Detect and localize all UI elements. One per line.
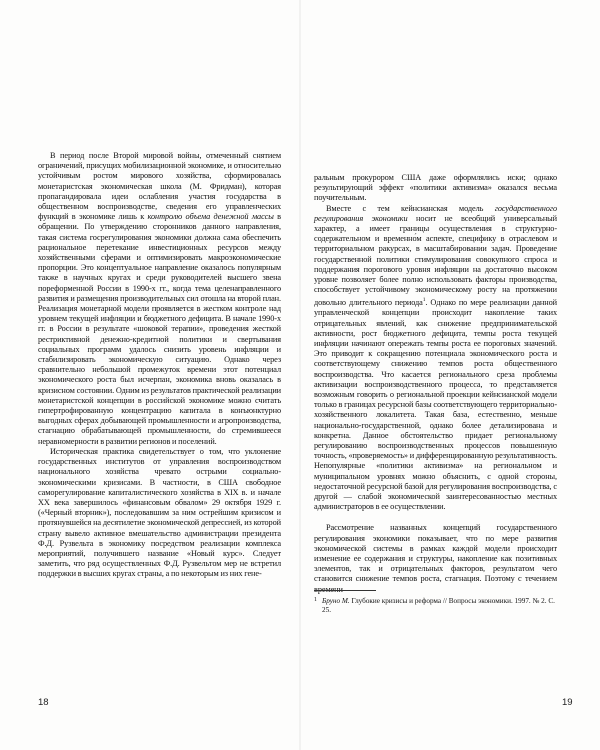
text-segment: ральным прокурором США даже оформлялись иски; однако результирующий эффект «политики активизма» оказался весьма поучительным. bbox=[314, 173, 557, 203]
text-segment: Историческая практика свидетельствует о том, что уклонение государственных институтов от управления воспроизводством национального хозяйства чревато острыми социально-экономическими кризисами. В частности, в США свободное саморегулирование капиталистического хозяйства в XIX в. и начале XX века завершилось «финансовым обвалом» 29 октября 1929 г. («Черный вторник»), последовавшим за ним острейшим кризисом и протянувшейся на десятилетие экономической депрессией, из которой страну вывело активное вмешательство администрации президента Ф.Д. Рузвельта в экономику посредством реализации комплекса мероприятий, получившего название «Новый курс». Следует заметить, что ряд осуществленных Ф.Д. Рузвельтом мер не встретил поддержки в высших кругах страны, а по некоторым из них гене- bbox=[38, 446, 281, 579]
text-segment: Вместе с тем кейнсианская модель bbox=[326, 203, 495, 213]
footnote-text: Глубокие кризисы и реформа // Вопросы экономики. 1997. № 2. С. 25. bbox=[322, 597, 555, 614]
right-text-column bbox=[314, 173, 557, 595]
text-segment: Рассмотрение названных концепций государственного регулирования экономики показывает, что по мере развития экономической системы в рамках каждой модели происходит изменение ее содержания и структуры, накопление как позитивных элементов, так и отрицательных факторов, результатом чего становится снижение темпов роста, стагнация. Поэтому с течением времени bbox=[314, 523, 557, 594]
footnote-mark: 1 bbox=[314, 597, 317, 603]
italic-term: контролю объема денежной массы bbox=[147, 212, 274, 222]
italic-term: государственного регулирования экономики bbox=[314, 203, 557, 223]
text-segment: носит не всеобщий универсальный характер, а имеет границы осуществления в структурно-содержательном и временно́м аспекте, специфику в отраслевом и территориальном ракурсах, в масштабировании задач. Проведение государственной политики стимулирования совокупного спроса и поддержания порогового уровня инфляции на достаточно высоком уровне позволяет более полно использовать факторы производства, способствует устойчивому экономическому росту на протяжении довольно длительного периода bbox=[314, 213, 557, 308]
text-segment: в обращении. По утверждению сторонников данного направления, такая система госрегулирования экономики должна сама обеспечить рациональное перетекание инвестиционных ресурсов между хозяйственными сферами и оптимизировать макроэкономические пропорции. Это концептуальное направление оказалось популярным также в научных кругах и среди руководителей высшего звена пореформенной России в 1990-х гг., когда тема целенаправленного развития и размещения производительных сил отошла на второй план. Реализация монетарной модели проявляется в жестком контроле над уровнем текущей инфляции и бюджетного дефицита. В начале 1990-х гг. в России в результате «шоковой терапии», проведения жесткой рестриктивной денежно-кредитной политики и свертывания социальных программ удалось снизить уровень инфляции и стабилизировать экономическую ситуацию. Однако через сравнительно небольшой промежуток времени этот потенциал экономического роста был исчерпан, экономика вновь оказалась в кризисном состоянии. Одним из результатов практической реализации монетаристской концепции в российской экономике можно считать гипертрофированную концентрацию капитала в конъюнктурно выгодных сферах добывающей промышленности и агропроизводства, стагнацию обрабатывающей промышленности, do стремившееся неравномерности в развитии регионов и поселений. bbox=[38, 212, 281, 446]
footnote-divider bbox=[314, 590, 376, 591]
paragraph bbox=[314, 204, 557, 513]
footnote-reference: 1 bbox=[422, 297, 426, 304]
page-number: 18 bbox=[38, 697, 49, 708]
paragraph bbox=[38, 151, 281, 447]
paragraph bbox=[38, 447, 281, 580]
footnote-author: Бруно М. bbox=[322, 597, 350, 605]
page-number: 19 bbox=[562, 697, 573, 708]
right-page bbox=[300, 0, 600, 750]
paragraph bbox=[314, 173, 557, 204]
text-segment: . Однако по мере реализации данной управленческой концепции происходит накопление таких отрицательных явлений, как снижение предпринимательской активности, рост бюджетного дефицита, темпы роста текущей инфляции начинают опережать темпы роста ее пороговых значений. Это приводит к сокращению потенциала экономического роста и соответствующему снижению темпов роста общественного воспроизводства. Что касается регионального среза проблемы активизации воспроизводственного процесса, то представляется возможным говорить о региональной проекции кейнсианской модели только в границах ресурсной базы соответствующего территориально-хозяйственного локалитета. Такая база, естественно, меньше национально-государственной, однако более детализирована и конкретна. Данное обстоятельство придает региональному регулированию воспроизводственных процессов повышенную точность, «проверяемость» и дифференцированную результативность. Непопулярные «политики активизма» на региональном и муниципальном уровнях можно объяснить, с одной стороны, недостаточной ресурсной базой для регулирования воспроизводства, с другой — слабой экономической заинтересованностью местных администраторов в ее осуществлении. bbox=[314, 298, 557, 512]
left-text-column bbox=[38, 151, 281, 580]
footnote bbox=[314, 597, 557, 615]
text-segment: В период после Второй мировой войны, отмеченный снятием ограничений, присущих мобилизационной экономике, и относительно устойчивым ростом мирового хозяйства, сформировалась монетаристская экономическая школа (М. Фридман), которая пропагандировала идеи ослабления участия государства в общественном воспроизводстве, сведения его управленческих функций в экономике лишь к bbox=[38, 151, 281, 222]
paragraph bbox=[314, 523, 557, 594]
